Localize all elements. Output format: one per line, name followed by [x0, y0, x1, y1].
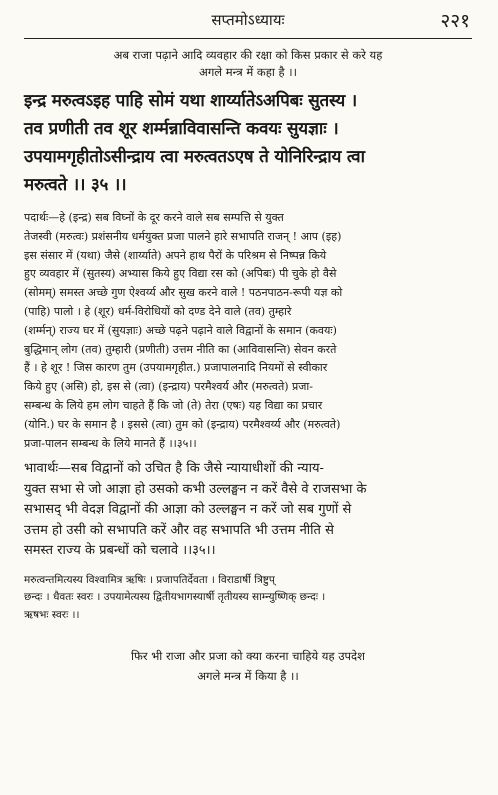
outro-line: अगले मन्त्र में किया है ।।: [197, 669, 299, 684]
intro-line: अब राजा पढ़ाने आदि व्यवहार की रक्षा को किस प्रकार से करे यह: [113, 48, 383, 62]
meta-line: मरुत्वन्तमित्यस्य विश्वामित्र ऋषिः । प्रजापतिर्देवता । विराडार्षी त्रिष्टुप्: [24, 573, 275, 586]
bhavartha-line: समस्त राज्य के प्रबन्धों को चलावे ।।३५।।: [24, 543, 216, 559]
mantra-line: इन्द्र मरुत्वऽइह पाहि सोमं यथा शार्य्यातेऽअपिबः सुतस्य ।: [24, 91, 358, 111]
meta-line: छन्दः । धैवतः स्वरः । उपयामेत्यस्य द्वितीयभागस्यार्षी तृतीयस्य साम्न्युष्णिक् छन्दः ।: [24, 591, 326, 604]
mantra-verse: [24, 87, 472, 199]
bhavartha-line: उत्तम हो उसी को सभापति करें और वह सभापति भी उत्तम नीति से: [24, 522, 334, 538]
padartha-line: तेजस्वी (मरुत्वः) प्रशंसनीय धर्मयुक्त प्रजा पालने हारे सभापति राजन् ! आप (इह): [24, 229, 342, 243]
rishi-devata-section: [24, 572, 472, 625]
mantra-line: तव प्रणीती तव शूर शर्म्मन्नाविवासन्ति कवयः सुयज्ञाः ।: [24, 119, 339, 139]
meta-line: ऋषभः स्वरः ।।: [24, 608, 80, 621]
page-header: [24, 0, 472, 39]
intro-line: अगले मन्त्र में कहा है ।।: [199, 65, 297, 79]
padartha-line: (योनि.) घर के समान है । इससे (त्वा) तुम को (इन्द्राय) परमैश्वर्य्य और (मरुत्वते): [24, 417, 341, 431]
bhavartha-line: सभासद् भी वेदज्ञ विद्वानों की आज्ञा को उल्लङ्घन न करें जो सब गुणों से: [24, 502, 352, 518]
padartha-line: (शर्म्मन्) राज्य घर में (सुयज्ञाः) अच्छे पढ़ने पढ़ाने वाले विद्वानों के समान (कवयः): [24, 323, 337, 337]
mantra-line: उपयामगृहीतोऽसीन्द्राय त्वा मरुत्वतऽएष ते योनिरिन्द्राय त्वा: [24, 147, 365, 167]
intro-text: [24, 47, 472, 81]
padartha-line: हैं । हे शूर ! जिस कारण तुम (उपयामगृहीत.) प्रजापालनादि नियमों से स्वीकार: [24, 361, 328, 375]
mantra-line: मरुत्वते ।। ३५ ।।: [24, 175, 127, 195]
outro-text: [24, 646, 472, 686]
padartha-line: हुए व्यवहार में (सुतस्य) अभ्यास किये हुए विद्या रस को (अपिबः) पी चुके हो वैसे: [24, 267, 337, 281]
bhavartha-line: युक्त सभा से जो आज्ञा हो उसको कभी उल्लङ्घन न करें वैसे वे राजसभा के: [24, 481, 367, 497]
padartha-line: बुद्धिमान् लोग (तव) तुम्हारी (प्रणीती) उत्तम नीति का (आविवासन्ति) सेवन करते: [24, 342, 337, 356]
padartha-section: [24, 209, 472, 453]
page-number: २२१: [440, 10, 470, 32]
bhavartha-line: भावार्थः—सब विद्वानों को उचित है कि जैसे न्यायाधीशों की न्याय-: [24, 461, 324, 477]
padartha-line: (सोमम्) समस्त अच्छे गुण ऐश्वर्य्य और सुख करने वाले ! पठनपाठन-रूपी यज्ञ को: [24, 286, 343, 300]
bhavartha-section: [24, 459, 472, 562]
padartha-line: प्रजा-पालन सम्बन्ध के लिये मानते हैं ।।३५।।: [24, 436, 197, 450]
padartha-line: सम्बन्ध के लिये हम लोग चाहते हैं कि जो (ते) तेरा (एषः) यह विद्या का प्रचार: [24, 398, 323, 412]
chapter-title: सप्तमोऽध्यायः: [211, 11, 285, 29]
outro-line: फिर भी राजा और प्रजा को क्या करना चाहिये यह उपदेश: [131, 649, 365, 664]
padartha-line: इस संसार में (यथा) जैसे (शार्य्याते) अपने हाथ पैरों के परिश्रम से निष्पन्न किये: [24, 248, 327, 262]
padartha-line: पदार्थः—हे (इन्द्र) सब विघ्नों के दूर करने वाले सब सम्पत्ति से युक्त: [24, 211, 284, 224]
padartha-line: (पाहि) पालो । हे (शूर) धर्म-विरोधियों को दण्ड देने वाले (तव) तुम्हारे: [24, 304, 292, 318]
padartha-line: किये हुए (असि) हो, इस से (त्वा) (इन्द्राय) परमैश्वर्य और (मरुत्वते) प्रजा-: [24, 380, 313, 394]
